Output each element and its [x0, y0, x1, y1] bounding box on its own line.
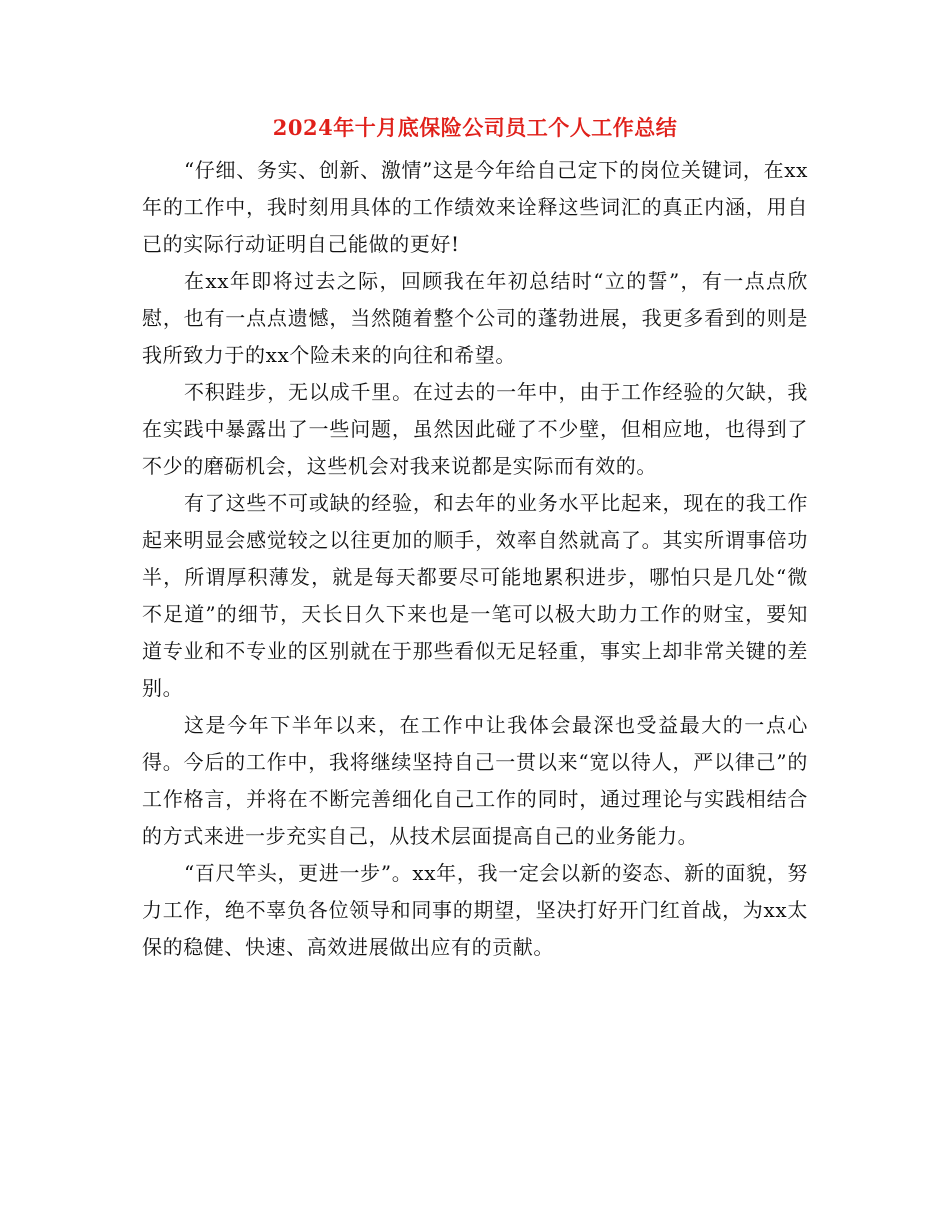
paragraph-1: “仔细、务实、创新、激情”这是今年给自己定下的岗位关键词，在xx年的工作中，我时刻用具体的工作绩效来诠释这些词汇的真正内涵，用自已的实际行动证明自己能做的更好! — [142, 158, 808, 256]
document-title: 2024年十月底保险公司员工个人工作总结 — [272, 115, 678, 140]
paragraph-3: 不积跬步，无以成千里。在过去的一年中，由于工作经验的欠缺，我在实践中暴露出了一些问题，虽然因此碰了不少壁，但相应地，也得到了不少的磨砺机会，这些机会对我来说都是实际而有效的。 — [142, 380, 808, 478]
document-body — [142, 152, 808, 966]
paragraph-4: 有了这些不可或缺的经验，和去年的业务水平比起来，现在的我工作起来明显会感觉较之以往更加的顺手，效率自然就高了。其实所谓事倍功半，所谓厚积薄发，就是每天都要尽可能地累积进步，哪怕只是几处“微不足道”的细节，天长日久下来也是一笔可以极大助力工作的财宝，要知道专业和不专业的区别就在于那些看似无足轻重，事实上却非常关键的差别。 — [142, 491, 808, 700]
paragraph-2: 在xx年即将过去之际，回顾我在年初总结时“立的誓”，有一点点欣慰，也有一点点遗憾，当然随着整个公司的蓬勃进展，我更多看到的则是我所致力于的xx个险未来的向往和希望。 — [142, 269, 808, 367]
paragraph-6: “百尺竿头，更进一步”。xx年，我一定会以新的姿态、新的面貌，努力工作，绝不辜负各位领导和同事的期望，坚决打好开门红首战，为xx太保的稳健、快速、高效进展做出应有的贡献。 — [142, 861, 808, 959]
paragraph-5: 这是今年下半年以来，在工作中让我体会最深也受益最大的一点心得。今后的工作中，我将继续坚持自己一贯以来“宽以待人，严以律己”的工作格言，并将在不断完善细化自己工作的同时，通过理论与实践相结合的方式来进一步充实自己，从技术层面提高自己的业务能力。 — [142, 713, 808, 848]
